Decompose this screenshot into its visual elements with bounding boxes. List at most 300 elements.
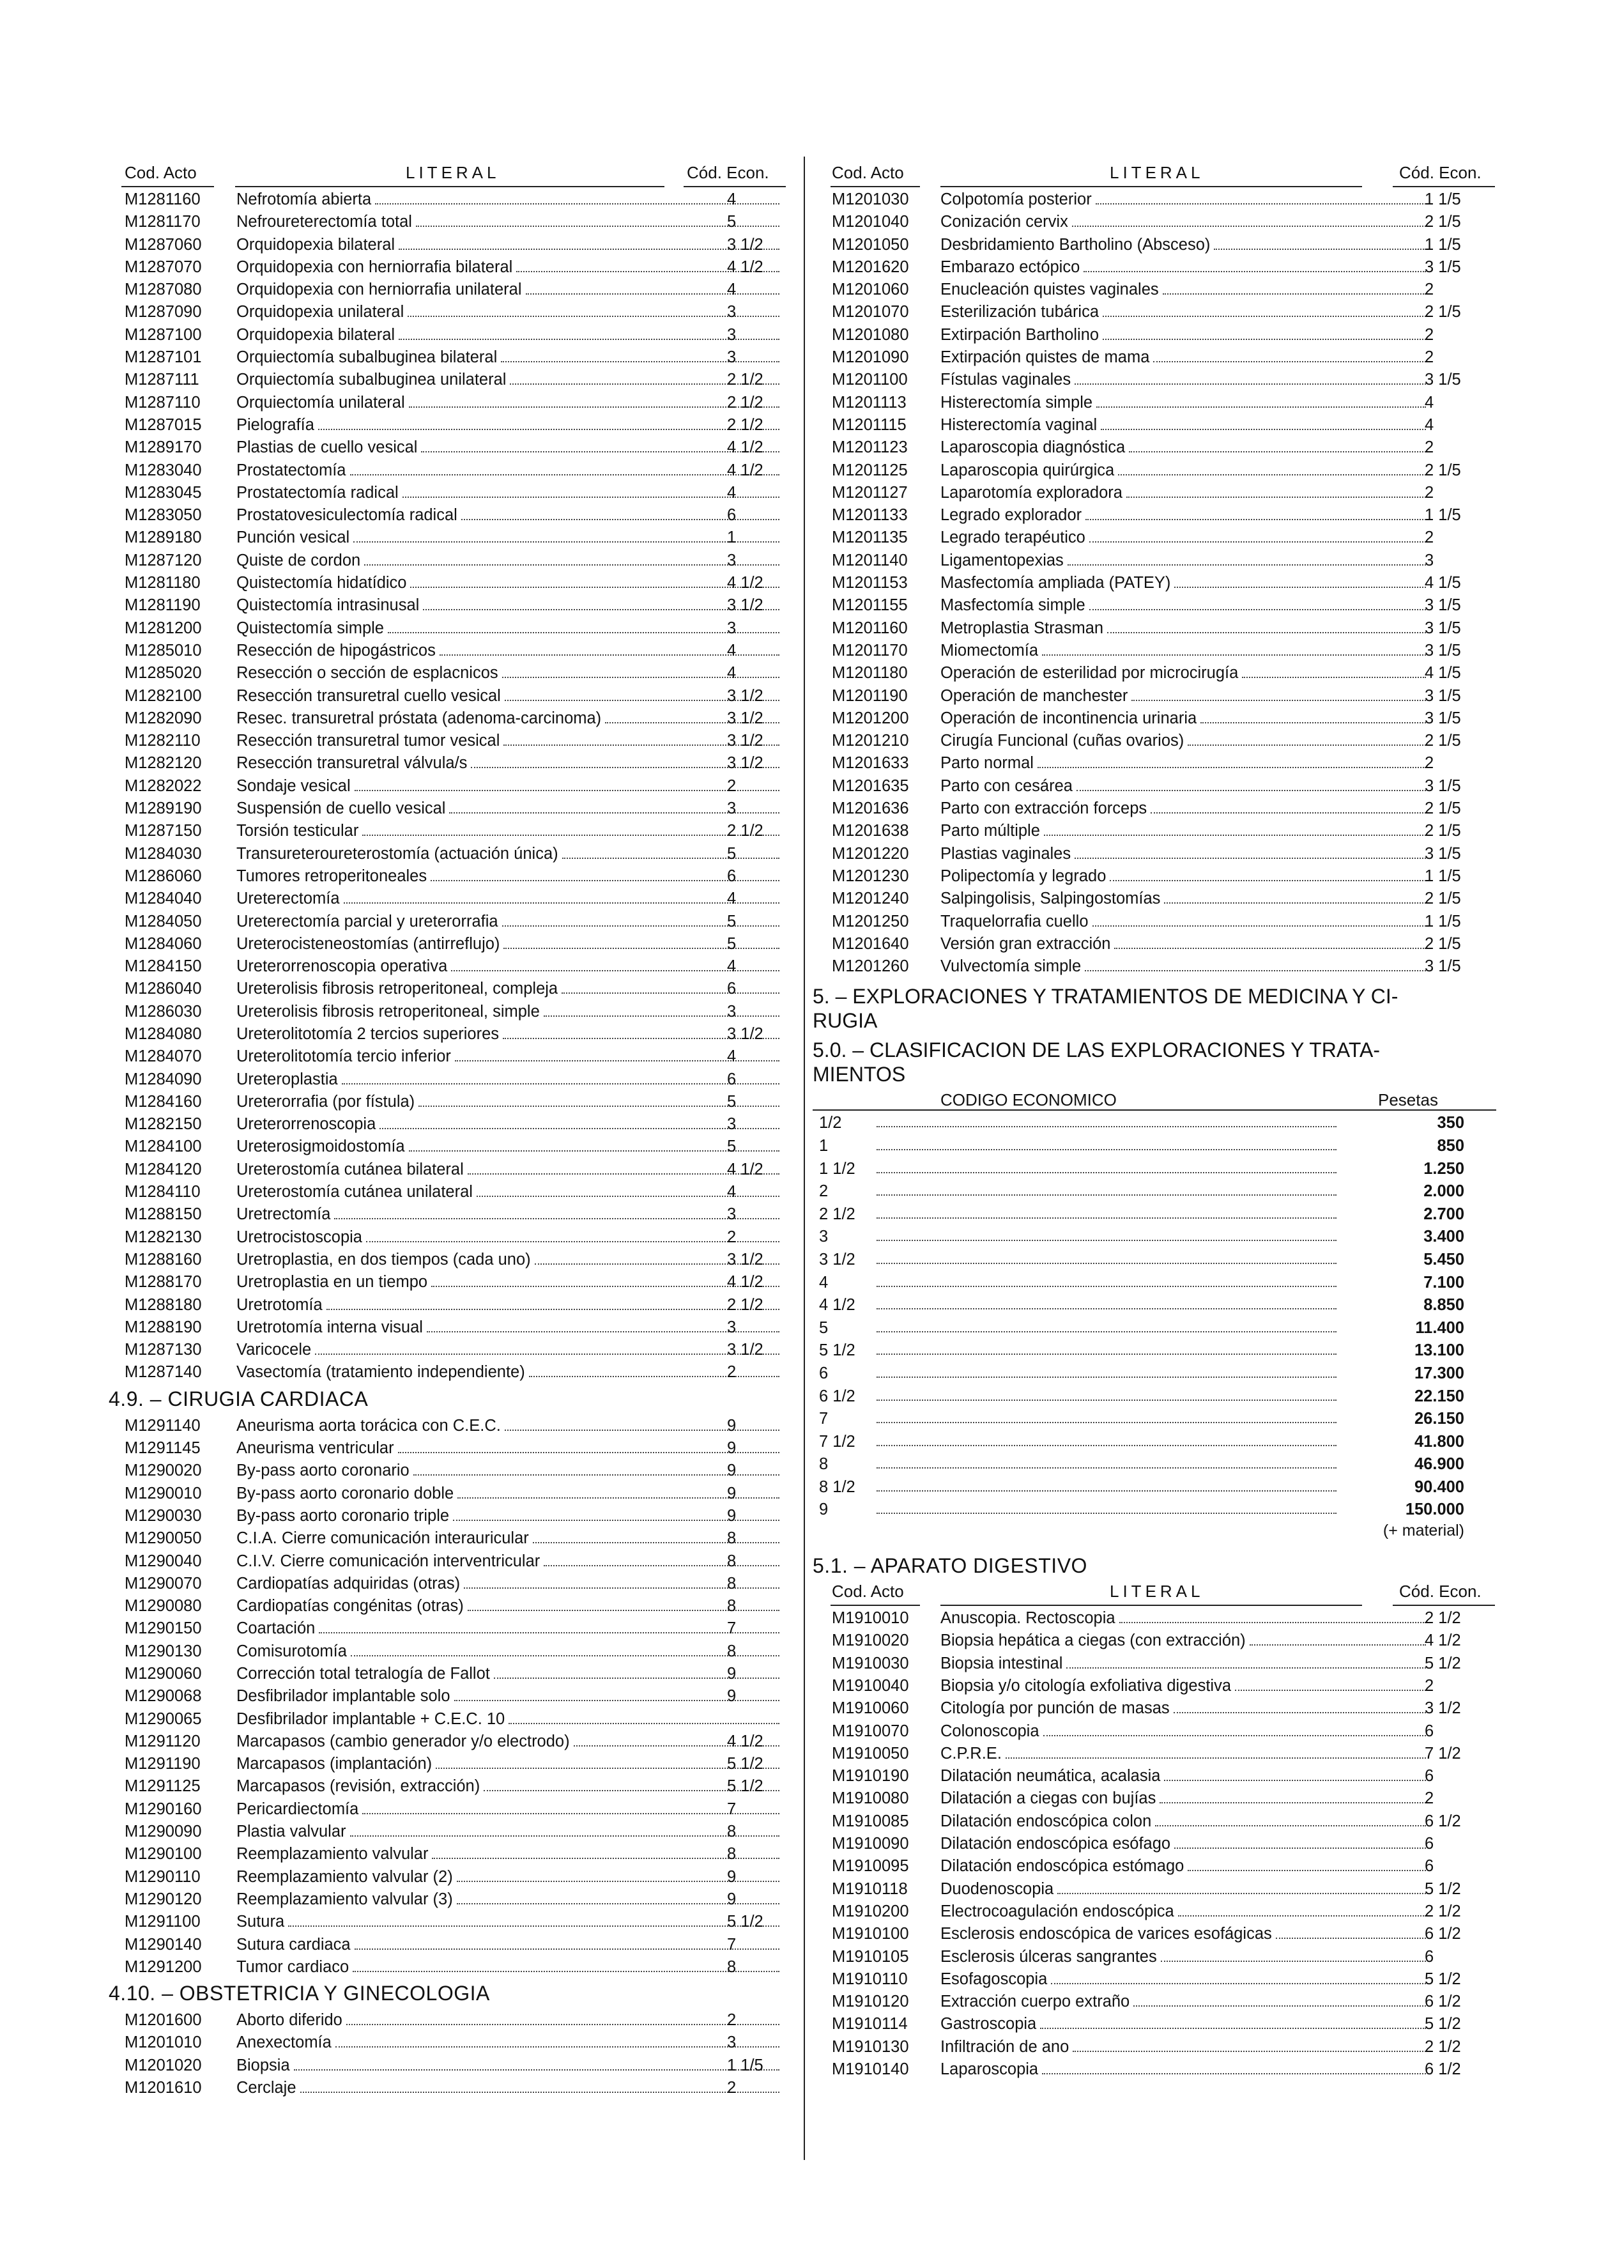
act-code: M1284160	[125, 1092, 202, 1111]
literal-cell	[940, 2036, 1426, 2058]
table-row	[109, 2032, 789, 2054]
econ-code: 2	[1425, 528, 1434, 547]
literal-text: Histerectomía simple	[940, 393, 1093, 412]
literal-text: Extirpación quistes de mama	[940, 348, 1150, 367]
table-row	[109, 888, 789, 910]
econ-code: 3	[727, 348, 737, 367]
table-row	[109, 1437, 789, 1460]
literal-cell	[236, 1226, 779, 1249]
literal-cell	[236, 256, 779, 279]
table-row	[109, 550, 789, 572]
literal-cell	[236, 1934, 779, 1956]
econ-code: 2	[1425, 483, 1434, 502]
act-code: M1910060	[832, 1699, 909, 1718]
act-code: M1910030	[832, 1654, 909, 1672]
literal-text: Miomectomía	[940, 641, 1039, 660]
header-cod-econ: Cód. Econ.	[687, 163, 769, 182]
act-code: M1201060	[832, 281, 909, 299]
table-row	[109, 2009, 789, 2032]
dot-leader	[544, 1015, 779, 1017]
act-code: M1289170	[125, 438, 202, 457]
dot-leader	[877, 1286, 1337, 1287]
literal-cell	[940, 617, 1426, 640]
literal-text: Polipectomía y legrado	[940, 867, 1107, 885]
literal-cell	[236, 707, 779, 730]
literal-cell	[236, 2032, 779, 2054]
literal-text: Masfectomía simple	[940, 596, 1085, 615]
table-row	[813, 1833, 1499, 1855]
table-row	[109, 1595, 789, 1617]
literal-cell	[940, 775, 1426, 798]
act-code: M1290130	[125, 1642, 202, 1660]
act-code: M1291125	[125, 1777, 201, 1796]
literal-text: Ureterolisis fibrosis retroperitoneal, simple	[236, 1002, 540, 1021]
economic-code: 3 1/2	[819, 1250, 855, 1269]
table-row	[109, 1316, 789, 1339]
literal-text: Biopsia hepática a ciegas (con extracción)	[940, 1632, 1246, 1650]
literal-text: Orquiectomía unilateral	[236, 393, 405, 412]
econ-code: 3	[727, 2033, 737, 2052]
act-code: M1284100	[125, 1138, 202, 1156]
dot-leader	[1188, 744, 1426, 746]
table-row	[109, 911, 789, 933]
header-rule	[1393, 1605, 1495, 1606]
literal-text: Torsión testicular	[236, 822, 359, 840]
economic-code-row	[813, 1272, 1499, 1295]
dot-leader	[877, 1445, 1337, 1446]
literal-cell	[236, 1045, 779, 1068]
literal-text: Quistectomía hidatídico	[236, 574, 407, 592]
header-cod-acto: Cod. Acto	[832, 1582, 904, 1601]
dot-leader	[877, 1422, 1337, 1423]
economic-code: 8	[819, 1455, 829, 1474]
table-row	[813, 2013, 1499, 2035]
econ-code: 3 1/2	[727, 1341, 763, 1359]
act-code: M1910140	[832, 2060, 909, 2079]
table-row	[109, 1617, 789, 1640]
econ-code: 4	[727, 483, 737, 502]
dot-leader	[877, 1354, 1337, 1355]
literal-text: Quistectomía intrasinusal	[236, 596, 420, 615]
dot-leader	[1073, 2051, 1426, 2052]
section-heading-5-line2: RUGIA	[813, 1009, 878, 1033]
header-literal: LITERAL	[406, 163, 500, 182]
dot-leader	[1242, 677, 1426, 678]
econ-code: 5	[727, 934, 737, 953]
econ-code: 8	[727, 1845, 737, 1863]
econ-code: 3 1/5	[1425, 709, 1461, 727]
dot-leader	[366, 1241, 779, 1242]
act-code: M1201070	[832, 303, 909, 321]
literal-cell	[236, 1460, 779, 1482]
literal-text: Reemplazamiento valvular	[236, 1845, 429, 1863]
table-row	[109, 775, 789, 798]
econ-code: 6	[727, 980, 737, 998]
table-row	[109, 1226, 789, 1249]
act-code: M1201640	[832, 934, 909, 953]
literal-text: Plastia valvular	[236, 1823, 346, 1841]
literal-cell	[236, 482, 779, 504]
literal-cell	[236, 1663, 779, 1685]
econ-code: 8	[727, 1642, 737, 1660]
literal-text: Embarazo ectópico	[940, 258, 1080, 276]
act-code: M1290040	[125, 1552, 202, 1570]
table-row	[813, 211, 1499, 233]
econ-code: 3	[727, 1002, 737, 1021]
table-row	[813, 324, 1499, 346]
literal-cell	[236, 820, 779, 842]
econ-code: 4 1/2	[727, 258, 763, 276]
literal-text: Traquelorrafia cuello	[940, 912, 1089, 930]
econ-code: 8	[727, 1957, 737, 1976]
literal-text: Colonoscopia	[940, 1722, 1039, 1740]
act-code: M1284110	[125, 1183, 201, 1201]
header-cod-econ: Cód. Econ.	[1399, 163, 1482, 182]
literal-text: C.P.R.E.	[940, 1744, 1002, 1763]
table-row	[109, 1708, 789, 1731]
table-row	[813, 482, 1499, 504]
dot-leader	[1250, 1644, 1426, 1646]
literal-text: Coartación	[236, 1619, 316, 1638]
literal-text: Esclerosis úlceras sangrantes	[940, 1947, 1157, 1966]
literal-cell	[236, 1617, 779, 1640]
economic-code-row	[813, 1499, 1499, 1522]
pesetas-value: 150.000	[1405, 1500, 1464, 1519]
literal-text: Aneurisma aorta torácica con C.E.C.	[236, 1416, 501, 1435]
act-code: M1282110	[125, 732, 201, 750]
table-row	[109, 707, 789, 730]
literal-cell	[940, 527, 1426, 549]
literal-text: Dilatación a ciegas con bujías	[940, 1789, 1156, 1808]
table-row	[109, 1798, 789, 1821]
header-rule	[1393, 186, 1495, 187]
dot-leader	[1276, 1938, 1426, 1939]
economic-code-row	[813, 1476, 1499, 1499]
literal-text: Biopsia y/o citología exfoliativa digestiva	[940, 1676, 1232, 1695]
act-code: M1201135	[832, 528, 908, 547]
dot-leader	[877, 1467, 1337, 1469]
econ-code: 5 1/2	[1425, 2015, 1461, 2033]
econ-code: 9	[727, 1439, 737, 1458]
act-code: M1287140	[125, 1363, 202, 1382]
econ-code: 4	[727, 1047, 737, 1066]
econ-code: 5	[727, 213, 737, 231]
dot-leader	[1068, 564, 1426, 566]
economic-code: 1	[819, 1136, 829, 1155]
literal-cell	[236, 1249, 779, 1271]
pesetas-value: 46.900	[1414, 1455, 1464, 1474]
literal-cell	[940, 279, 1426, 301]
table-row	[813, 933, 1499, 955]
dot-leader	[1155, 1825, 1426, 1826]
literal-cell	[236, 301, 779, 323]
literal-cell	[940, 662, 1426, 684]
act-code: M1284080	[125, 1024, 202, 1043]
economic-code: 4	[819, 1273, 829, 1292]
act-code: M1201030	[832, 190, 909, 208]
literal-text: Ureterorrenoscopia operativa	[236, 957, 448, 976]
dot-leader	[877, 1240, 1337, 1241]
literal-text: Laparotomía exploradora	[940, 483, 1122, 502]
table-row	[109, 1203, 789, 1226]
literal-text: Uretroplastia en un tiempo	[236, 1273, 428, 1292]
econ-code: 3 1/2	[727, 235, 763, 254]
literal-cell	[236, 1685, 779, 1708]
act-code: M1290010	[125, 1484, 202, 1502]
econ-code: 2 1/2	[727, 415, 763, 434]
header-cod-acto: Cod. Acto	[832, 163, 904, 182]
literal-text: Operación de manchester	[940, 686, 1128, 705]
literal-text: Ureterorrafia (por fístula)	[236, 1092, 415, 1111]
table-row	[109, 1843, 789, 1865]
economic-code: 9	[819, 1500, 829, 1519]
dot-leader	[877, 1490, 1337, 1492]
dot-leader	[362, 1813, 779, 1814]
dot-leader	[1214, 249, 1426, 250]
literal-text: Desbridamiento Bartholino (Absceso)	[940, 235, 1211, 254]
econ-code: 4 1/5	[1425, 574, 1461, 592]
table-row	[109, 1483, 789, 1505]
econ-code: 8	[727, 1574, 737, 1593]
dot-leader	[353, 541, 779, 543]
literal-cell	[236, 1843, 779, 1865]
econ-code: 5 1/2	[727, 1755, 763, 1773]
header-rule	[940, 186, 1362, 187]
literal-cell	[940, 1968, 1426, 1991]
literal-cell	[940, 640, 1426, 662]
economic-code: 7 1/2	[819, 1432, 855, 1451]
table-row	[813, 189, 1499, 211]
literal-cell	[940, 482, 1426, 504]
literal-cell	[940, 843, 1426, 865]
literal-cell	[940, 1787, 1426, 1810]
dot-leader	[1160, 1802, 1426, 1803]
table-row	[813, 436, 1499, 459]
pesetas-value: 3.400	[1423, 1228, 1464, 1246]
dot-leader	[315, 1354, 779, 1355]
header-cod-acto: Cod. Acto	[125, 163, 197, 182]
dot-leader	[877, 1308, 1337, 1309]
act-code: M1290030	[125, 1506, 202, 1525]
literal-cell	[236, 1595, 779, 1617]
literal-cell	[236, 1866, 779, 1888]
literal-cell	[940, 1810, 1426, 1833]
act-code: M1288180	[125, 1295, 202, 1314]
table-row	[109, 1775, 789, 1798]
literal-text: Citología por punción de masas	[940, 1699, 1170, 1718]
literal-text: Colpotomía posterior	[940, 190, 1092, 208]
literal-cell	[236, 550, 779, 572]
literal-text: Ureterolitotomía tercio inferior	[236, 1047, 451, 1066]
header-rule	[1324, 1109, 1496, 1111]
dot-leader	[408, 316, 779, 317]
econ-code: 7	[727, 1935, 737, 1954]
literal-cell	[236, 504, 779, 527]
literal-cell	[236, 1708, 779, 1731]
dot-leader	[1038, 767, 1426, 768]
econ-code: 3 1/2	[727, 596, 763, 615]
dot-leader	[877, 1217, 1337, 1219]
literal-text: Resec. transuretral próstata (adenoma-carcinoma)	[236, 709, 602, 727]
literal-cell	[236, 978, 779, 1000]
act-code: M1201100	[832, 371, 908, 389]
literal-cell	[236, 1753, 779, 1775]
dot-leader	[1076, 790, 1426, 791]
act-code: M1290060	[125, 1665, 202, 1683]
act-code: M1201123	[832, 438, 908, 457]
dot-leader	[344, 902, 779, 904]
dot-leader	[877, 1331, 1337, 1332]
economic-code: 6 1/2	[819, 1387, 855, 1405]
literal-text: Ureterosigmoidostomía	[236, 1138, 405, 1156]
act-code: M1910080	[832, 1789, 909, 1808]
table-row	[813, 640, 1499, 662]
table-row	[109, 752, 789, 775]
act-code: M1290160	[125, 1800, 202, 1818]
table-row	[813, 1810, 1499, 1833]
literal-text: Esclerosis endoscópica de varices esofágicas	[940, 1925, 1272, 1943]
literal-text: Anuscopia. Rectoscopia	[940, 1609, 1115, 1628]
act-code: M1287130	[125, 1341, 202, 1359]
act-code: M1288160	[125, 1250, 202, 1269]
literal-text: Orquiectomía subalbuginea bilateral	[236, 348, 498, 367]
dot-leader	[1051, 1983, 1426, 1984]
table-row	[813, 256, 1499, 279]
econ-code: 8	[727, 1597, 737, 1616]
literal-text: Parto múltiple	[940, 822, 1040, 840]
literal-text: Resección transuretral cuello vesical	[236, 686, 501, 705]
literal-text: Uretrotomía interna visual	[236, 1318, 423, 1336]
literal-cell	[236, 234, 779, 256]
table-row	[109, 369, 789, 391]
act-code: M1288190	[125, 1318, 202, 1336]
act-code: M1290110	[125, 1867, 201, 1886]
dot-leader	[388, 632, 779, 633]
literal-text: Resección o sección de esplacnicos	[236, 664, 498, 683]
dot-leader	[494, 1678, 779, 1679]
dot-leader	[1101, 429, 1426, 430]
literal-cell	[940, 346, 1426, 369]
literal-cell	[940, 820, 1426, 842]
econ-code: 5	[727, 912, 737, 930]
dot-leader	[346, 2024, 779, 2025]
act-code: M1290100	[125, 1845, 202, 1863]
econ-code: 4	[727, 641, 737, 660]
dot-leader	[1178, 1915, 1426, 1917]
pesetas-value: 90.400	[1414, 1477, 1464, 1496]
literal-cell	[940, 1630, 1426, 1652]
literal-text: By-pass aorto coronario triple	[236, 1506, 450, 1525]
dot-leader	[334, 1218, 779, 1219]
header-codigo-economico: CODIGO ECONOMICO	[940, 1090, 1117, 1110]
literal-text: Corrección total tetralogía de Fallot	[236, 1665, 490, 1683]
literal-cell	[940, 436, 1426, 459]
column-divider	[804, 157, 805, 2160]
economic-code: 5 1/2	[819, 1341, 855, 1360]
dot-leader	[877, 1377, 1337, 1378]
literal-cell	[236, 1437, 779, 1460]
econ-code: 2 1/5	[1425, 732, 1461, 750]
table-row	[813, 1607, 1499, 1630]
econ-code: 6 1/2	[1425, 2060, 1461, 2079]
table-row	[109, 1091, 789, 1113]
table-row	[109, 1068, 789, 1091]
act-code: M1282130	[125, 1228, 202, 1246]
econ-code: 6 1/2	[1425, 1993, 1461, 2011]
literal-text: Vasectomía (tratamiento independiente)	[236, 1363, 525, 1382]
table-row	[813, 234, 1499, 256]
econ-code: 9	[727, 1462, 737, 1480]
literal-text: Reemplazamiento valvular (2)	[236, 1867, 453, 1886]
econ-code: 5 1/2	[1425, 1654, 1461, 1672]
econ-code: 4 1/2	[727, 461, 763, 479]
act-code: M1287060	[125, 235, 202, 254]
literal-text: Dilatación endoscópica esófago	[940, 1835, 1171, 1853]
table-row	[109, 978, 789, 1000]
act-code: M1201155	[832, 596, 908, 615]
econ-code: 3 1/5	[1425, 596, 1461, 615]
literal-cell	[940, 459, 1426, 482]
act-code: M1201125	[832, 461, 908, 479]
section-heading-5-line1: 5. – EXPLORACIONES Y TRATAMIENTOS DE MEDICINA Y CI-	[813, 985, 1398, 1008]
table-row	[109, 1821, 789, 1843]
dot-leader	[1042, 2073, 1426, 2074]
literal-cell	[940, 504, 1426, 527]
econ-code: 6 1/2	[1425, 1925, 1461, 1943]
literal-cell	[236, 369, 779, 391]
literal-text: Orquiectomía subalbuginea unilateral	[236, 371, 507, 389]
literal-cell	[236, 189, 779, 211]
econ-code: 2	[1425, 438, 1434, 457]
literal-cell	[236, 1339, 779, 1361]
econ-code: 4 1/2	[727, 1273, 763, 1292]
econ-code: 6	[1425, 1835, 1434, 1853]
literal-text: Quistectomía simple	[236, 619, 384, 637]
table-row	[109, 1956, 789, 1979]
dot-leader	[1089, 541, 1426, 543]
dot-leader	[398, 1452, 779, 1453]
table-row	[813, 1855, 1499, 1878]
table-row	[813, 798, 1499, 820]
table-row	[813, 1878, 1499, 1901]
act-code: M1286030	[125, 1002, 202, 1021]
act-code: M1287111	[125, 371, 199, 389]
act-code: M1285010	[125, 641, 202, 660]
economic-code-row	[813, 1362, 1499, 1385]
econ-code: 8	[727, 1529, 737, 1548]
table-row	[109, 189, 789, 211]
dot-leader	[418, 1106, 779, 1107]
dot-leader	[399, 339, 779, 340]
act-code: M1910105	[832, 1947, 909, 1966]
literal-text: Legrado terapéutico	[940, 528, 1085, 547]
act-code: M1910190	[832, 1767, 909, 1786]
dot-leader	[1107, 632, 1426, 633]
table-row	[109, 1113, 789, 1136]
act-code: M1290150	[125, 1619, 202, 1638]
literal-cell	[940, 594, 1426, 617]
dot-leader	[503, 948, 779, 949]
econ-code: 1 1/5	[727, 2056, 763, 2074]
econ-code: 3 1/2	[727, 754, 763, 773]
literal-cell	[940, 730, 1426, 752]
act-code: M1290050	[125, 1529, 202, 1548]
act-code: M1286040	[125, 980, 202, 998]
econ-code: 2 1/5	[1425, 303, 1461, 321]
table-row	[109, 1181, 789, 1203]
table-row	[813, 414, 1499, 436]
header-rule	[831, 186, 920, 187]
